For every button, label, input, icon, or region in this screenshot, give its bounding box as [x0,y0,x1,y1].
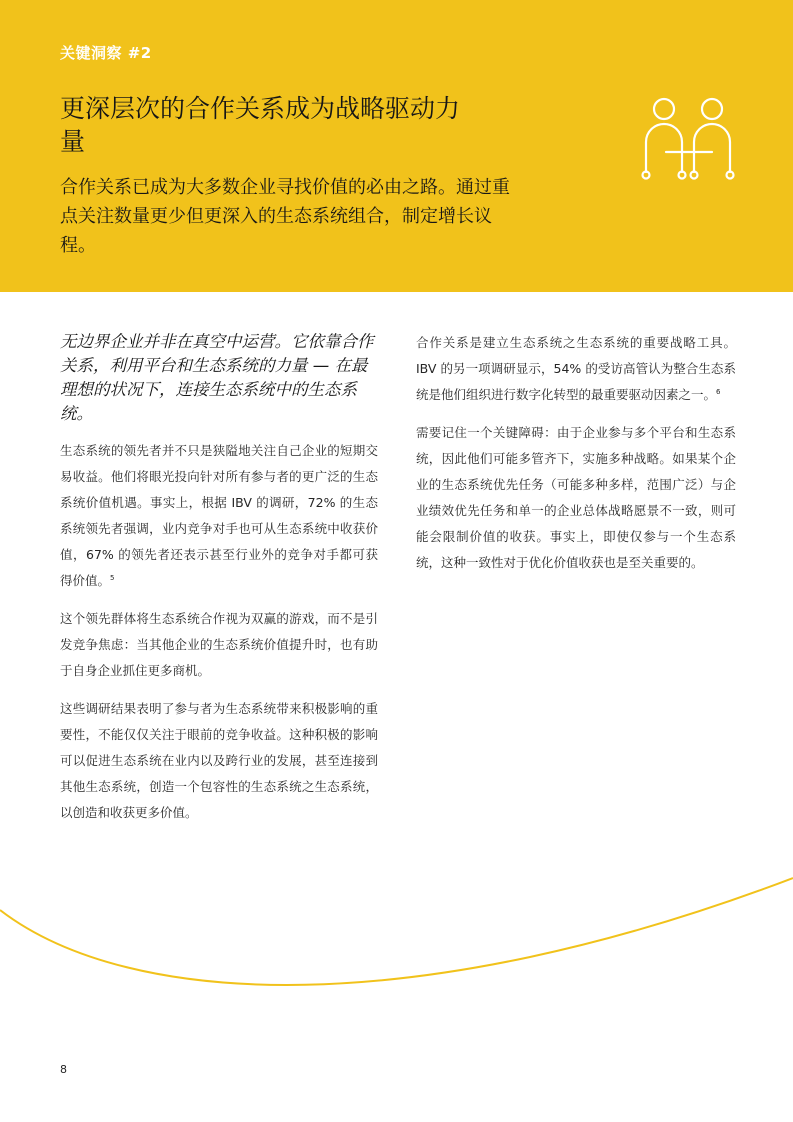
insight-kicker: 关键洞察 #2 [60,44,152,62]
footnote-ref-5: 5 [110,573,115,582]
header-banner [0,0,793,292]
lede-text: 合作关系已成为大多数企业寻找价值的必由之路。通过重点关注数量更少但更深入的生态系统组合，制定增长议程。 [60,177,510,256]
pull-quote: 无边界企业并非在真空中运营。它依靠合作关系，利用平台和生态系统的力量 — 在最理想的状况下，连接生态系统中的生态系统。 [60,332,374,423]
page-number: 8 [60,1063,67,1076]
left-paragraph-3: 这些调研结果表明了参与者为生态系统带来积极影响的重要性，不能仅仅关注于眼前的竞争收益。这种积极的影响可以促进生态系统在业内以及跨行业的发展，甚至连接到其他生态系统，创造一个包容性的生态系统之生态系统，以创造和收获更多价值。 [60,701,378,820]
left-paragraph-2: 这个领先群体将生态系统合作视为双赢的游戏，而不是引发竞争焦虑：当其他企业的生态系统价值提升时，也有助于自身企业抓住更多商机。 [60,611,378,678]
decorative-curve [0,870,793,1020]
right-paragraph-1 [416,330,736,408]
right-paragraph-1-text: 合作关系是建立生态系统之生态系统的重要战略工具。IBV 的另一项调研显示，54% 的受访高管认为整合生态系统是他们组织进行数字化转型的最重要驱动因素之一。 [416,335,736,402]
left-column [60,330,378,838]
right-paragraph-2: 需要记住一个关键障碍：由于企业参与多个平台和生态系统，因此他们可能多管齐下，实施多种战略。如果某个企业的生态系统优先任务（可能多种多样，范围广泛）与企业绩效优先任务和单一的企业总体战略愿景不一致，则可能会限制价值的收获。事实上，即使仅参与一个生态系统，这种一致性对于优化价值收获也是至关重要的。 [416,425,736,570]
left-paragraph-1-text: 生态系统的领先者并不只是狭隘地关注自己企业的短期交易收益。他们将眼光投向针对所有参与者的更广泛的生态系统价值机遇。事实上，根据 IBV 的调研，72% 的生态系统领先者强调，业内竞争对手也可从生态系统中收获价值，67% 的领先者还表示甚至行业外的竞争对手都可获得价值。 [60,443,378,588]
footnote-ref-6: 6 [716,387,721,396]
right-column [416,330,736,588]
two-people-icon [632,94,746,180]
page-title: 更深层次的合作关系成为战略驱动力量 [60,94,461,156]
left-paragraph-1 [60,438,378,594]
